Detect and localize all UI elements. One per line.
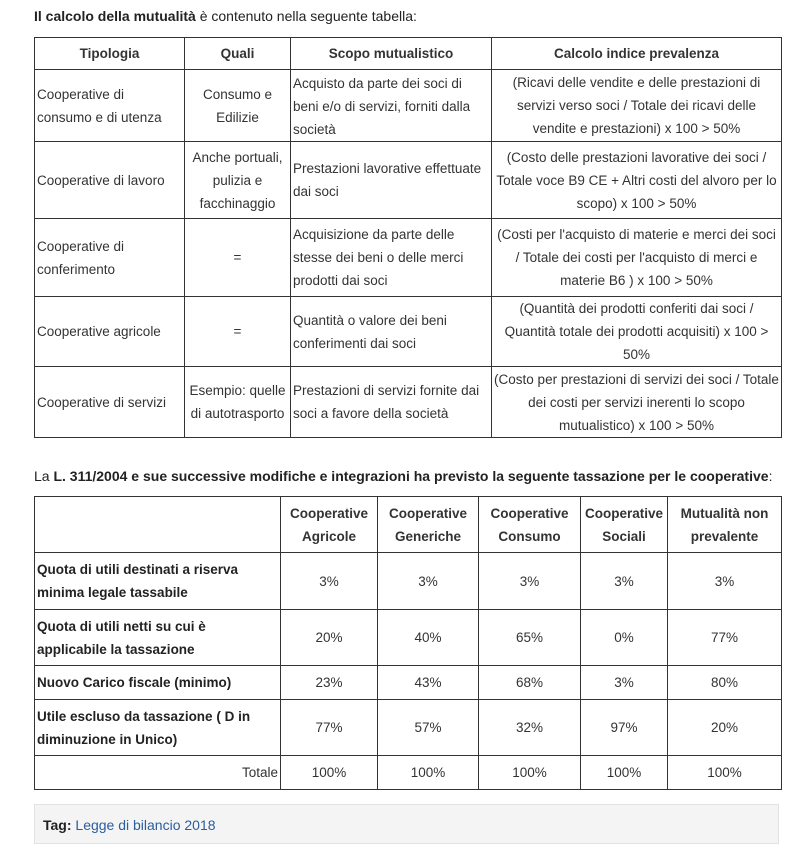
intro2-suffix: : — [768, 468, 773, 484]
cell-tipologia: Cooperative di consumo e di utenza — [35, 70, 185, 142]
cell-calcolo: (Costi per l'acquisto di materie e merci dei soci / Totale dei costi per l'acquisto di merci e materie B6 ) x 100 > 50% — [492, 219, 782, 297]
cell-value: 65% — [479, 610, 581, 666]
cell-calcolo: (Ricavi delle vendite e delle prestazioni di servizi verso soci / Totale dei ricavi delle vendite e prestazioni) x 100 > 50% — [492, 70, 782, 142]
cell-value: 3% — [281, 553, 378, 610]
tag-label: Tag: — [43, 817, 72, 833]
table-row-total — [35, 756, 782, 790]
cell-value: 43% — [378, 666, 479, 700]
cell-calcolo: (Costo per prestazioni di servizi dei soci / Totale dei costi per servizi inerenti lo scopo mutualistico) x 100 > 50% — [492, 367, 782, 438]
header-quali: Quali — [185, 38, 291, 70]
cell-value: 20% — [668, 700, 782, 756]
total-value: 100% — [378, 756, 479, 790]
header-calcolo: Calcolo indice prevalenza — [492, 38, 782, 70]
cell-value: 3% — [668, 553, 782, 610]
total-value: 100% — [479, 756, 581, 790]
cell-calcolo: (Costo delle prestazioni lavorative dei soci / Totale voce B9 CE + Altri costi del alvoro per lo scopo) x 100 > 50% — [492, 142, 782, 219]
table-header-row — [35, 497, 782, 553]
table-row — [35, 297, 782, 367]
total-value: 100% — [281, 756, 378, 790]
cell-tipologia: Cooperative di lavoro — [35, 142, 185, 219]
intro-rest: è contenuto nella seguente tabella: — [195, 8, 417, 24]
row-label: Quota di utili netti su cui è applicabile la tassazione — [35, 610, 281, 666]
intro-bold: Il calcolo della mutualità — [34, 8, 196, 24]
cell-value: 40% — [378, 610, 479, 666]
cell-quali: Esempio: quelle di autotrasporto — [185, 367, 291, 438]
header-consumo: Cooperative Consumo — [479, 497, 581, 553]
table-header-row — [35, 38, 782, 70]
cell-tipologia: Cooperative di servizi — [35, 367, 185, 438]
cell-calcolo: (Quantità dei prodotti conferiti dai soci / Quantità totale dei prodotti acquisiti) x 100 > 50% — [492, 297, 782, 367]
cell-value: 3% — [581, 553, 668, 610]
cell-tipologia: Cooperative agricole — [35, 297, 185, 367]
header-agricole: Cooperative Agricole — [281, 497, 378, 553]
tag-box — [34, 804, 779, 844]
cell-quali: = — [185, 219, 291, 297]
cell-quali: Anche portuali, pulizia e facchinaggio — [185, 142, 291, 219]
header-sociali: Cooperative Sociali — [581, 497, 668, 553]
cell-scopo: Acquisizione da parte delle stesse dei beni o delle merci prodotti dai soci — [291, 219, 492, 297]
row-label: Quota di utili destinati a riserva minima legale tassabile — [35, 553, 281, 610]
cell-value: 80% — [668, 666, 782, 700]
cell-value: 20% — [281, 610, 378, 666]
table-row — [35, 219, 782, 297]
table-row — [35, 367, 782, 438]
header-non-prevalente: Mutualità non prevalente — [668, 497, 782, 553]
cell-quali: = — [185, 297, 291, 367]
cell-scopo: Quantità o valore dei beni conferimenti dai soci — [291, 297, 492, 367]
cell-value: 77% — [281, 700, 378, 756]
cell-value: 77% — [668, 610, 782, 666]
cell-value: 57% — [378, 700, 479, 756]
header-generiche: Cooperative Generiche — [378, 497, 479, 553]
row-label: Utile escluso da tassazione ( D in diminuzione in Unico) — [35, 700, 281, 756]
total-label: Totale — [35, 756, 281, 790]
cell-scopo: Prestazioni di servizi fornite dai soci a favore della società — [291, 367, 492, 438]
cell-value: 3% — [378, 553, 479, 610]
total-value: 100% — [581, 756, 668, 790]
header-scopo: Scopo mutualistico — [291, 38, 492, 70]
cell-quali: Consumo e Edilizie — [185, 70, 291, 142]
tag-link-legge-bilancio[interactable]: Legge di bilancio 2018 — [75, 817, 216, 833]
cell-value: 32% — [479, 700, 581, 756]
cell-tipologia: Cooperative di conferimento — [35, 219, 185, 297]
total-value: 100% — [668, 756, 782, 790]
intro2-prefix: La — [34, 468, 54, 484]
header-empty — [35, 497, 281, 553]
table-row — [35, 610, 782, 666]
cell-value: 3% — [581, 666, 668, 700]
tassazione-table — [34, 496, 782, 790]
header-tipologia: Tipologia — [35, 38, 185, 70]
intro-text-mutualita — [34, 6, 417, 26]
mutualita-table — [34, 37, 782, 438]
table-row — [35, 142, 782, 219]
intro-text-tassazione — [34, 466, 772, 486]
cell-scopo: Prestazioni lavorative effettuate dai soci — [291, 142, 492, 219]
cell-value: 3% — [479, 553, 581, 610]
cell-value: 97% — [581, 700, 668, 756]
intro2-bold: L. 311/2004 e sue successive modifiche e integrazioni ha previsto la seguente tassazione per le cooperative — [53, 468, 769, 484]
cell-value: 0% — [581, 610, 668, 666]
table-row — [35, 666, 782, 700]
cell-scopo: Acquisto da parte dei soci di beni e/o di servizi, forniti dalla società — [291, 70, 492, 142]
table-row — [35, 700, 782, 756]
table-row — [35, 70, 782, 142]
table-row — [35, 553, 782, 610]
cell-value: 23% — [281, 666, 378, 700]
cell-value: 68% — [479, 666, 581, 700]
row-label: Nuovo Carico fiscale (minimo) — [35, 666, 281, 700]
